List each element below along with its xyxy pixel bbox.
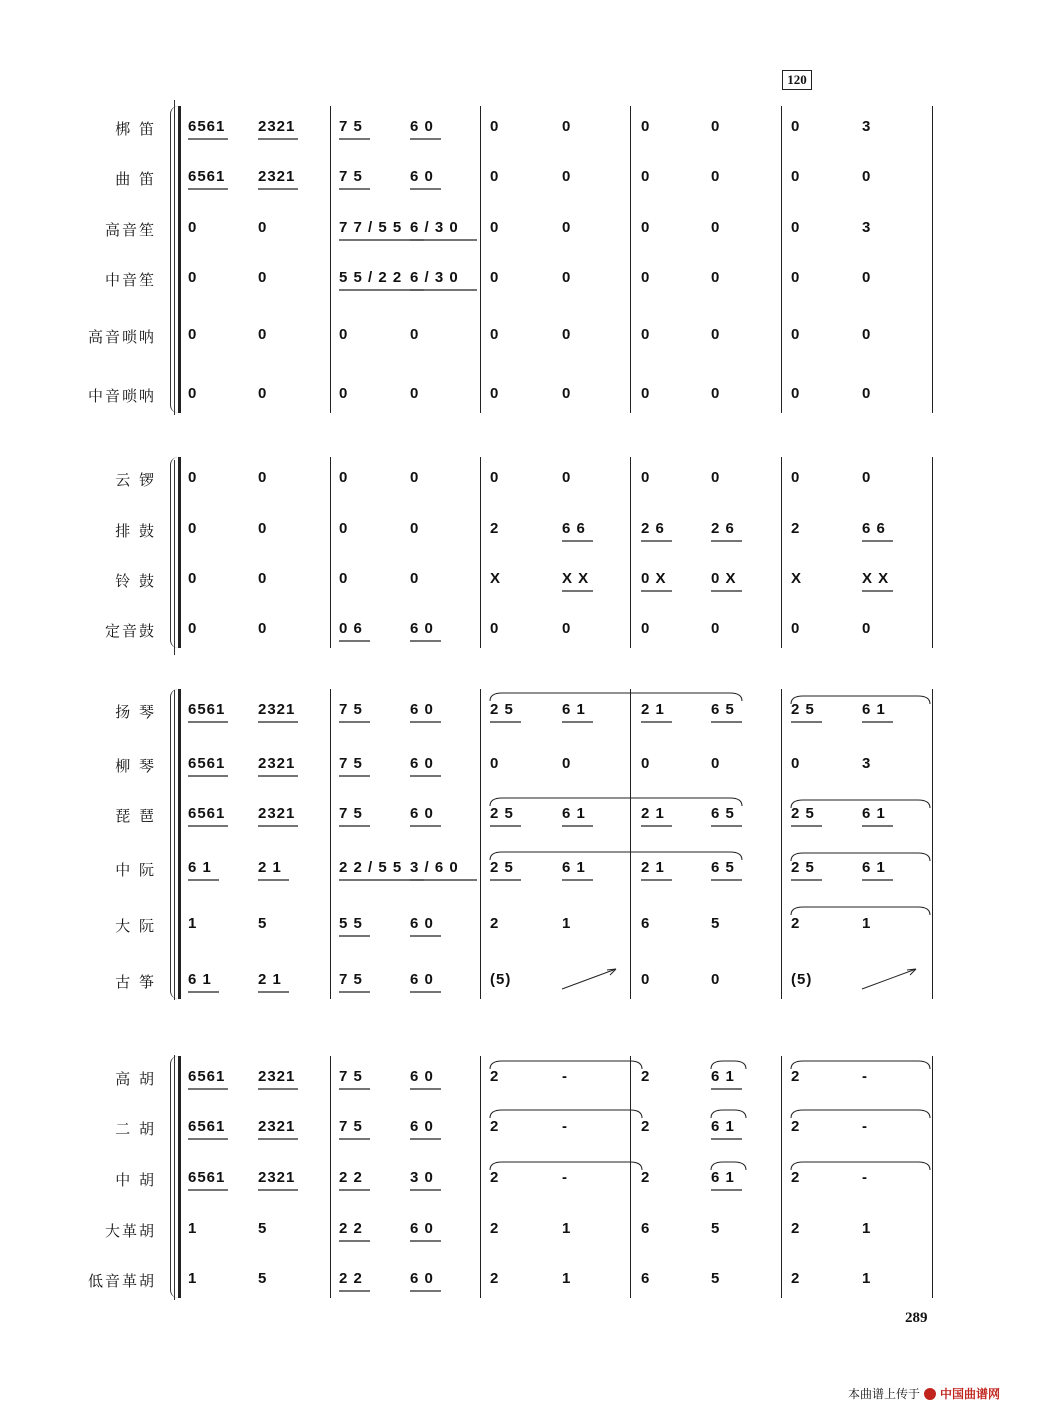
instrument-label: 二 胡 bbox=[115, 1120, 156, 1138]
note-cell: 0 bbox=[791, 269, 801, 286]
note-cell: 0 bbox=[490, 219, 500, 236]
note-cell: 0 bbox=[562, 755, 572, 772]
note-cell: 0 bbox=[711, 469, 721, 486]
slur bbox=[791, 696, 930, 704]
note-cell: 0 bbox=[562, 269, 572, 286]
note-cell: 0 bbox=[258, 219, 268, 236]
note-cell: 6 1 bbox=[862, 805, 886, 822]
note-cell: 2 bbox=[490, 915, 500, 932]
instrument-label: 中音笙 bbox=[104, 271, 156, 289]
note-cell: 6 bbox=[641, 1270, 651, 1287]
note-cell: 2321 bbox=[258, 701, 296, 718]
note-cell: 0 bbox=[641, 269, 651, 286]
note-cell: 5 bbox=[258, 915, 268, 932]
note-cell: 5 bbox=[711, 915, 721, 932]
note-cell: 0 bbox=[641, 118, 651, 135]
note-cell: X X bbox=[562, 570, 590, 587]
note-cell: 0 bbox=[862, 385, 872, 402]
note-cell: 6 0 bbox=[410, 915, 434, 932]
note-cell: 6561 bbox=[188, 1169, 226, 1186]
note-cell: 0 X bbox=[641, 570, 667, 587]
note-cell: 0 bbox=[490, 469, 500, 486]
note-cell: 0 bbox=[711, 219, 721, 236]
slur bbox=[791, 853, 930, 861]
note-cell: 2 5 bbox=[791, 701, 815, 718]
note-cell: 2 bbox=[490, 1118, 500, 1135]
note-cell: X X bbox=[862, 570, 890, 587]
note-cell: 0 bbox=[711, 620, 721, 637]
instrument-label: 琵 琶 bbox=[115, 807, 156, 825]
note-cell: 2 bbox=[791, 520, 801, 537]
note-cell: - bbox=[862, 1169, 868, 1186]
note-cell: 0 bbox=[188, 520, 198, 537]
note-cell: 0 bbox=[188, 219, 198, 236]
note-cell: 6 1 bbox=[862, 701, 886, 718]
note-cell: 0 bbox=[490, 385, 500, 402]
note-cell: 6561 bbox=[188, 168, 226, 185]
note-cell: 6 / 3 0 bbox=[410, 269, 459, 286]
note-cell: 6 0 bbox=[410, 805, 434, 822]
note-cell: 7 5 bbox=[339, 118, 363, 135]
note-cell: 0 bbox=[862, 620, 872, 637]
note-cell: 3 bbox=[862, 219, 872, 236]
glissando-arrow bbox=[562, 969, 616, 989]
note-cell: 5 bbox=[258, 1220, 268, 1237]
note-cell: 0 bbox=[641, 755, 651, 772]
note-cell: 0 X bbox=[711, 570, 737, 587]
footer bbox=[848, 1385, 1000, 1402]
note-cell: 7 5 bbox=[339, 701, 363, 718]
note-cell: 0 bbox=[258, 620, 268, 637]
note-cell: 6 1 bbox=[562, 805, 586, 822]
note-cell: 2 bbox=[791, 915, 801, 932]
note-cell: 0 bbox=[641, 469, 651, 486]
note-cell: 7 5 bbox=[339, 1068, 363, 1085]
note-cell: 6 1 bbox=[711, 1118, 735, 1135]
note-cell: 2321 bbox=[258, 118, 296, 135]
note-cell: 0 bbox=[862, 269, 872, 286]
note-cell: 2 2 bbox=[339, 1220, 363, 1237]
note-cell: 6 bbox=[641, 1220, 651, 1237]
note-cell: 6 1 bbox=[562, 701, 586, 718]
note-cell: 2 5 bbox=[490, 701, 514, 718]
slur bbox=[791, 1061, 930, 1069]
instrument-label: 云 锣 bbox=[115, 471, 156, 489]
note-cell: 3 bbox=[862, 118, 872, 135]
note-cell: 0 bbox=[258, 520, 268, 537]
note-cell: - bbox=[862, 1118, 868, 1135]
note-cell: 0 bbox=[711, 168, 721, 185]
note-cell: 2 2 bbox=[339, 1270, 363, 1287]
slur bbox=[490, 1162, 642, 1170]
note-cell: 0 bbox=[339, 469, 349, 486]
note-cell: 0 bbox=[490, 168, 500, 185]
note-cell: 6 / 3 0 bbox=[410, 219, 459, 236]
note-cell: 2 1 bbox=[641, 701, 665, 718]
note-cell: 2 bbox=[490, 1270, 500, 1287]
note-cell: 0 bbox=[641, 385, 651, 402]
instrument-label: 中 阮 bbox=[115, 861, 156, 879]
instrument-label: 曲 笛 bbox=[115, 170, 156, 188]
note-cell: 5 5 bbox=[339, 915, 363, 932]
note-cell: 5 bbox=[711, 1270, 721, 1287]
note-cell: 0 bbox=[562, 385, 572, 402]
note-cell: 2321 bbox=[258, 755, 296, 772]
note-cell: 2 5 bbox=[490, 859, 514, 876]
note-cell: 2 bbox=[791, 1118, 801, 1135]
instrument-label: 高音唢呐 bbox=[87, 328, 156, 346]
note-cell: 7 7 / 5 5 bbox=[339, 219, 403, 236]
note-cell: 0 bbox=[410, 570, 420, 587]
note-cell: 0 bbox=[562, 326, 572, 343]
note-cell: 7 5 bbox=[339, 755, 363, 772]
note-cell: 1 bbox=[188, 1220, 198, 1237]
note-cell: 2 bbox=[791, 1270, 801, 1287]
note-cell: 2321 bbox=[258, 805, 296, 822]
slur bbox=[490, 852, 742, 860]
note-cell: 0 bbox=[258, 469, 268, 486]
note-cell: 1 bbox=[862, 1220, 872, 1237]
note-cell: 6 1 bbox=[188, 859, 212, 876]
note-cell: 0 bbox=[339, 385, 349, 402]
note-cell: 2 1 bbox=[258, 859, 282, 876]
note-cell: 0 bbox=[791, 385, 801, 402]
note-cell: 0 bbox=[711, 269, 721, 286]
note-cell: 0 bbox=[562, 469, 572, 486]
note-cell: - bbox=[562, 1068, 568, 1085]
note-cell: 0 bbox=[791, 620, 801, 637]
slur bbox=[791, 800, 930, 808]
note-cell: 0 bbox=[410, 385, 420, 402]
page-number: 289 bbox=[905, 1310, 928, 1326]
note-cell: 2 1 bbox=[641, 805, 665, 822]
instrument-label: 高音笙 bbox=[104, 221, 156, 239]
rehearsal-mark: 120 bbox=[782, 70, 812, 90]
note-cell: 6 1 bbox=[711, 1068, 735, 1085]
note-cell: 6561 bbox=[188, 1118, 226, 1135]
note-cell: 1 bbox=[188, 915, 198, 932]
instrument-label: 中 胡 bbox=[115, 1171, 156, 1189]
note-cell: 2 1 bbox=[258, 971, 282, 988]
slur bbox=[490, 693, 742, 701]
note-cell: 6 1 bbox=[188, 971, 212, 988]
instrument-label: 梆 笛 bbox=[115, 120, 156, 138]
note-cell: 0 bbox=[711, 118, 721, 135]
note-cell: 0 bbox=[562, 118, 572, 135]
note-cell: 0 bbox=[258, 570, 268, 587]
note-cell: 2 bbox=[641, 1068, 651, 1085]
note-cell: 6 0 bbox=[410, 971, 434, 988]
note-cell: 2 5 bbox=[490, 805, 514, 822]
note-cell: 6561 bbox=[188, 755, 226, 772]
note-cell: - bbox=[562, 1169, 568, 1186]
note-cell: 0 bbox=[188, 269, 198, 286]
note-cell: 6 1 bbox=[711, 1169, 735, 1186]
note-cell: 2321 bbox=[258, 168, 296, 185]
note-cell: 2 bbox=[791, 1068, 801, 1085]
note-cell: 2 5 bbox=[791, 805, 815, 822]
note-cell: 0 bbox=[258, 326, 268, 343]
note-cell: 0 bbox=[641, 326, 651, 343]
slur bbox=[490, 1061, 642, 1069]
note-cell: 2321 bbox=[258, 1169, 296, 1186]
note-cell: 0 bbox=[490, 755, 500, 772]
note-cell: 0 bbox=[339, 520, 349, 537]
note-cell: 0 bbox=[791, 118, 801, 135]
note-cell: 0 bbox=[641, 971, 651, 988]
note-cell: 0 bbox=[410, 520, 420, 537]
note-cell: (5) bbox=[791, 971, 813, 988]
note-cell: 6 0 bbox=[410, 1220, 434, 1237]
note-cell: 0 bbox=[188, 326, 198, 343]
slur bbox=[490, 1110, 642, 1118]
note-cell: 0 6 bbox=[339, 620, 363, 637]
instrument-label: 大革胡 bbox=[104, 1222, 156, 1240]
note-cell: 2 2 / 5 5 bbox=[339, 859, 403, 876]
note-cell: 2 bbox=[490, 520, 500, 537]
note-cell: 2 bbox=[490, 1169, 500, 1186]
note-cell: 0 bbox=[339, 570, 349, 587]
instrument-label: 古 筝 bbox=[115, 973, 156, 991]
note-cell: 6 6 bbox=[862, 520, 886, 537]
note-cell: 6561 bbox=[188, 701, 226, 718]
note-cell: 3 / 6 0 bbox=[410, 859, 459, 876]
slur bbox=[791, 1162, 930, 1170]
note-cell: 6 0 bbox=[410, 1068, 434, 1085]
note-cell: 0 bbox=[188, 570, 198, 587]
instrument-label: 高 胡 bbox=[115, 1070, 156, 1088]
instrument-label: 定音鼓 bbox=[104, 622, 156, 640]
note-cell: 3 bbox=[862, 755, 872, 772]
slur bbox=[711, 1110, 746, 1118]
note-cell: 6561 bbox=[188, 805, 226, 822]
note-cell: 0 bbox=[490, 118, 500, 135]
note-cell: 6 0 bbox=[410, 1270, 434, 1287]
note-cell: 0 bbox=[711, 326, 721, 343]
slur bbox=[490, 798, 742, 806]
note-cell: 0 bbox=[562, 168, 572, 185]
note-cell: 2 bbox=[641, 1118, 651, 1135]
note-cell: 0 bbox=[791, 168, 801, 185]
instrument-label: 扬 琴 bbox=[115, 703, 156, 721]
instrument-label: 中音唢呐 bbox=[87, 387, 156, 405]
note-cell: 6 0 bbox=[410, 755, 434, 772]
note-cell: 0 bbox=[711, 971, 721, 988]
note-cell: 0 bbox=[490, 269, 500, 286]
note-cell: 2 5 bbox=[791, 859, 815, 876]
site-logo-icon bbox=[924, 1388, 936, 1400]
note-cell: 6 0 bbox=[410, 168, 434, 185]
note-cell: 0 bbox=[410, 326, 420, 343]
note-cell: 0 bbox=[791, 326, 801, 343]
note-cell: 1 bbox=[862, 915, 872, 932]
instrument-label: 大 阮 bbox=[115, 917, 156, 935]
note-cell: 0 bbox=[862, 469, 872, 486]
note-cell: 5 bbox=[258, 1270, 268, 1287]
note-cell: 0 bbox=[711, 385, 721, 402]
note-cell: 0 bbox=[791, 755, 801, 772]
note-cell: 2321 bbox=[258, 1068, 296, 1085]
note-cell: 7 5 bbox=[339, 1118, 363, 1135]
note-cell: 0 bbox=[641, 620, 651, 637]
note-cell: 5 bbox=[711, 1220, 721, 1237]
note-cell: 2 bbox=[791, 1220, 801, 1237]
note-cell: 0 bbox=[490, 620, 500, 637]
note-cell: 6 0 bbox=[410, 1118, 434, 1135]
note-cell: - bbox=[862, 1068, 868, 1085]
note-cell: 0 bbox=[791, 219, 801, 236]
note-cell: 0 bbox=[258, 385, 268, 402]
note-cell: 0 bbox=[641, 219, 651, 236]
slur bbox=[791, 1110, 930, 1118]
note-cell: (5) bbox=[490, 971, 512, 988]
note-cell: 0 bbox=[862, 168, 872, 185]
note-cell: 5 5 / 2 2 bbox=[339, 269, 403, 286]
note-cell: 0 bbox=[562, 620, 572, 637]
instrument-label: 低音革胡 bbox=[87, 1272, 156, 1290]
note-cell: 0 bbox=[339, 326, 349, 343]
note-cell: 2 bbox=[791, 1169, 801, 1186]
note-cell: 2 bbox=[490, 1068, 500, 1085]
slur bbox=[711, 1162, 746, 1170]
note-cell: 0 bbox=[490, 326, 500, 343]
note-cell: X bbox=[791, 570, 803, 587]
note-cell: 2 bbox=[641, 1169, 651, 1186]
note-cell: X bbox=[490, 570, 502, 587]
note-cell: 6 5 bbox=[711, 805, 735, 822]
note-cell: 6 1 bbox=[862, 859, 886, 876]
glissando-arrow bbox=[862, 969, 916, 989]
note-cell: 0 bbox=[258, 269, 268, 286]
note-cell: 6 0 bbox=[410, 701, 434, 718]
note-cell: 0 bbox=[641, 168, 651, 185]
note-cell: 6 5 bbox=[711, 701, 735, 718]
note-cell: 2 1 bbox=[641, 859, 665, 876]
note-cell: 3 0 bbox=[410, 1169, 434, 1186]
note-cell: 6 5 bbox=[711, 859, 735, 876]
note-cell: 0 bbox=[188, 385, 198, 402]
note-cell: 0 bbox=[188, 469, 198, 486]
note-cell: 0 bbox=[711, 755, 721, 772]
note-cell: 7 5 bbox=[339, 971, 363, 988]
note-cell: 7 5 bbox=[339, 805, 363, 822]
note-cell: 2321 bbox=[258, 1118, 296, 1135]
note-cell: 6 bbox=[641, 915, 651, 932]
instrument-label: 柳 琴 bbox=[115, 757, 156, 775]
note-cell: 1 bbox=[188, 1270, 198, 1287]
slur bbox=[711, 1061, 746, 1069]
instrument-label: 铃 鼓 bbox=[115, 572, 156, 590]
note-cell: 0 bbox=[791, 469, 801, 486]
note-cell: - bbox=[562, 1118, 568, 1135]
note-cell: 1 bbox=[562, 1220, 572, 1237]
note-cell: 2 2 bbox=[339, 1169, 363, 1186]
note-cell: 0 bbox=[562, 219, 572, 236]
slur bbox=[791, 907, 930, 915]
note-cell: 1 bbox=[562, 915, 572, 932]
note-cell: 2 6 bbox=[711, 520, 735, 537]
footer-text: 本曲谱上传于 bbox=[848, 1387, 921, 1401]
note-cell: 6 0 bbox=[410, 620, 434, 637]
note-cell: 0 bbox=[410, 469, 420, 486]
note-cell: 6 6 bbox=[562, 520, 586, 537]
footer-brand: 中国曲谱网 bbox=[940, 1387, 1001, 1401]
note-cell: 7 5 bbox=[339, 168, 363, 185]
note-cell: 6561 bbox=[188, 118, 226, 135]
note-cell: 1 bbox=[862, 1270, 872, 1287]
note-cell: 6 0 bbox=[410, 118, 434, 135]
note-cell: 0 bbox=[188, 620, 198, 637]
instrument-label: 排 鼓 bbox=[115, 522, 156, 540]
note-cell: 2 bbox=[490, 1220, 500, 1237]
note-cell: 1 bbox=[562, 1270, 572, 1287]
note-cell: 0 bbox=[862, 326, 872, 343]
note-cell: 2 6 bbox=[641, 520, 665, 537]
note-cell: 6561 bbox=[188, 1068, 226, 1085]
note-cell: 6 1 bbox=[562, 859, 586, 876]
